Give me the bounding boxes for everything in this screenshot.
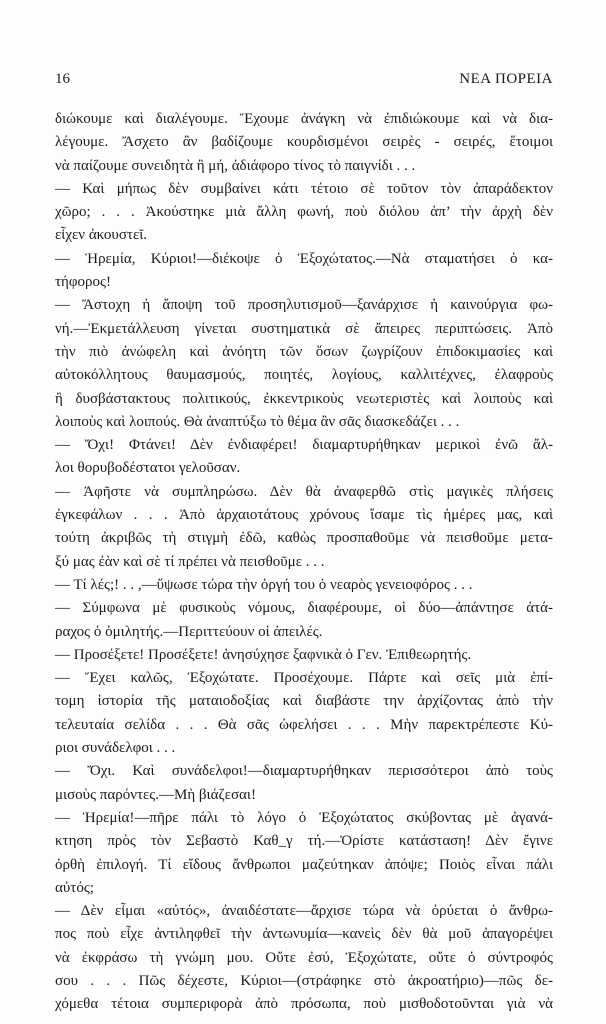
running-title: ΝΕΑ ΠΟΡΕΙΑ	[459, 71, 553, 87]
text-line: ξύ μας ἐὰν καὶ σὲ τί πρέπει νὰ πεισθοῦμε . . .	[55, 553, 325, 570]
text-line: κτηση πρὸς τὸν Σεβαστὸ Καθ_γ τή.—Ὁρίστε κατάσταση! Δὲν ἔγινε	[55, 833, 553, 850]
body-text	[55, 108, 553, 1017]
text-line: λοιποὺς καὶ λοιπούς. Θὰ ἀναπτύξω τὸ θέμα ἂν σᾶς διασκεδάζει . . .	[55, 413, 460, 430]
text-line: — Ἄστοχη ἡ ἄποψη τοῦ προσηλυτισμοῦ—ξανάρχισε ἡ καινούργια φω-	[55, 297, 553, 314]
text-line: πος ποὺ εἶχε ἀντιληφθεῖ τὴν ἀντωνυμία—κανεὶς δὲν θὰ μοῦ ἀπαγορέψει	[55, 926, 553, 943]
text-line: χῶρο; . . . Ἀκούστηκε μιὰ ἄλλη φωνή, ποὺ διόλου ἀπ’ τὴν ἀρχὴ δὲν	[55, 204, 553, 221]
text-line: τομη ἱστορία τῆς ματαιοδοξίας καὶ διαβάστε την ἀρχίζοντας ἀπὸ τὴν	[55, 693, 553, 710]
text-line: — Ἔχει καλῶς, Ἐξοχώτατε. Προσέχουμε. Πάρτε καὶ σεῖς μιὰ ἐπί-	[55, 670, 553, 687]
text-line: — Ὄχι! Φτάνει! Δὲν ἐνδιαφέρει! διαμαρτυρήθηκαν μερικοὶ ἐνῶ ἄλ-	[55, 437, 553, 454]
text-line: τούτη ἀκριβῶς τὴ στιγμὴ ἐδῶ, καθὼς προσπαθοῦμε νὰ πεισθοῦμε μετα-	[55, 530, 553, 547]
text-line: — Ἡρεμία!—πῆρε πάλι τὸ λόγο ὁ Ἐξοχώτατος σκύβοντας μὲ ἀγανά-	[55, 809, 553, 826]
text-line: — Προσέξετε! Προσέξετε! ἀνησύχησε ξαφνικὰ ὁ Γεν. Ἐπιθεωρητής.	[55, 646, 472, 663]
text-line: νὰ ἐκφράσω τὴ γνώμη μου. Οὔτε ἐσύ, Ἐξοχώτατε, οὔτε ὁ σύντροφός	[55, 949, 553, 966]
page-number: 16	[55, 71, 70, 87]
text-line: — Τί λές;! . . ,—ὕψωσε τώρα τὴν ὀργή του ὁ νεαρὸς γενειοφόρος . . .	[55, 576, 473, 593]
text-line: εἶχεν ἀκουστεῖ.	[55, 227, 148, 244]
text-line: αὐτοκόλλητους θαυμασμούς, ποιητές, λογίους, καλλιτέχνες, ἐλαφροὺς	[55, 367, 553, 384]
text-line: ὀρθὴ ἐπιλογή. Τί εἴδους ἄνθρωποι μαζεύτηκαν ἀπόψε; Ποιὸς εἶναι πάλι	[55, 856, 553, 873]
text-line: — Ὄχι. Καὶ συνάδελφοι!—διαμαρτυρήθηκαν περισσότεροι ἀπὸ τοὺς	[55, 763, 553, 780]
text-line: τὴν πιὸ ἀνώφελη καὶ ἀνόητη τῶν ὅσων ζωγρίζουν ἐπιδοκιμασίες καὶ	[55, 343, 553, 360]
text-line: — Ἡρεμία, Κύριοι!—διέκοψε ὁ Ἐξοχώτατος.—Νὰ σταματήσει ὁ κα-	[55, 250, 553, 267]
text-line: ἢ δυσβάστακτους πολιτικούς, ἐκκεντρικοὺς νεωτεριστὲς καὶ λοιποὺς καὶ	[55, 390, 553, 407]
text-line: σου . . . Πῶς δέχεστε, Κύριοι—(στράφηκε στὸ ἀκροατήριο)—πῶς δε-	[55, 972, 553, 989]
text-line: αὐτός;	[55, 879, 94, 896]
text-line: μισοὺς παρόντες.—Μὴ βιάζεσαι!	[55, 786, 256, 803]
text-line: νή.—Ἐκμετάλλευση γίνεται συστηματικὰ σὲ ἄπειρες περιπτώσεις. Ἀπὸ	[55, 320, 553, 337]
text-line: — Δὲν εἶμαι «αὐτός», ἀναιδέστατε—ἄρχισε τώρα νὰ ὀρύεται ὁ ἄνθρω-	[55, 903, 553, 920]
text-line: λοι θορυβοδέστατοι γελοῦσαν.	[55, 460, 241, 477]
text-line: τελευταία σελίδα . . . Θὰ σᾶς ὠφελήσει . . . Μὴν παρεκτρέπεστε Κύ-	[55, 716, 553, 733]
text-line: νὰ παίζουμε συνειδητὰ ἢ μή, ἀδιάφορο τίνος τὸ παιγνίδι . . .	[55, 157, 416, 174]
text-line: λέγουμε. Ἄσχετο ἂν βαδίζουμε κουρδισμένοι σειρὲς - σειρές, ἕτοιμοι	[55, 134, 553, 151]
page-header	[55, 68, 553, 90]
text-line: ραχος ὁ ὁμιλητής.—Περιττεύουν οἱ ἀπειλές.	[55, 623, 323, 640]
text-line: χόμεθα τέτοια συμπεριφορὰ ἀπὸ πρόσωπα, ποὺ μισθοδοτοῦνται γιὰ νὰ	[55, 996, 553, 1013]
text-line: — Σύμφωνα μὲ φυσικοὺς νόμους, διαφέρουμε, οἱ δύο—ἀπάντησε ἀτά-	[55, 600, 553, 617]
text-line: ριοι συνάδελφοι . . .	[55, 740, 176, 757]
text-line: ἐγκεφάλων . . . Ἀπὸ ἀρχαιοτάτους χρόνους ἴσαμε τὶς ἡμέρες μας, καὶ	[55, 507, 553, 524]
text-line: — Ἀφῆστε νὰ συμπληρώσω. Δὲν θὰ ἀναφερθῶ στὶς μαγικὲς πλήσεις	[55, 483, 553, 500]
text-line: — Καὶ μήπως δὲν συμβαίνει κάτι τέτοιο σὲ τοῦτον τὸν ἀπαράδεκτον	[55, 180, 553, 197]
text-line: διώκουμε καὶ διαλέγουμε. Ἔχουμε ἀνάγκη νὰ ἐπιδιώκουμε καὶ νὰ δια-	[55, 111, 553, 127]
text-line: τήφορος!	[55, 274, 111, 291]
